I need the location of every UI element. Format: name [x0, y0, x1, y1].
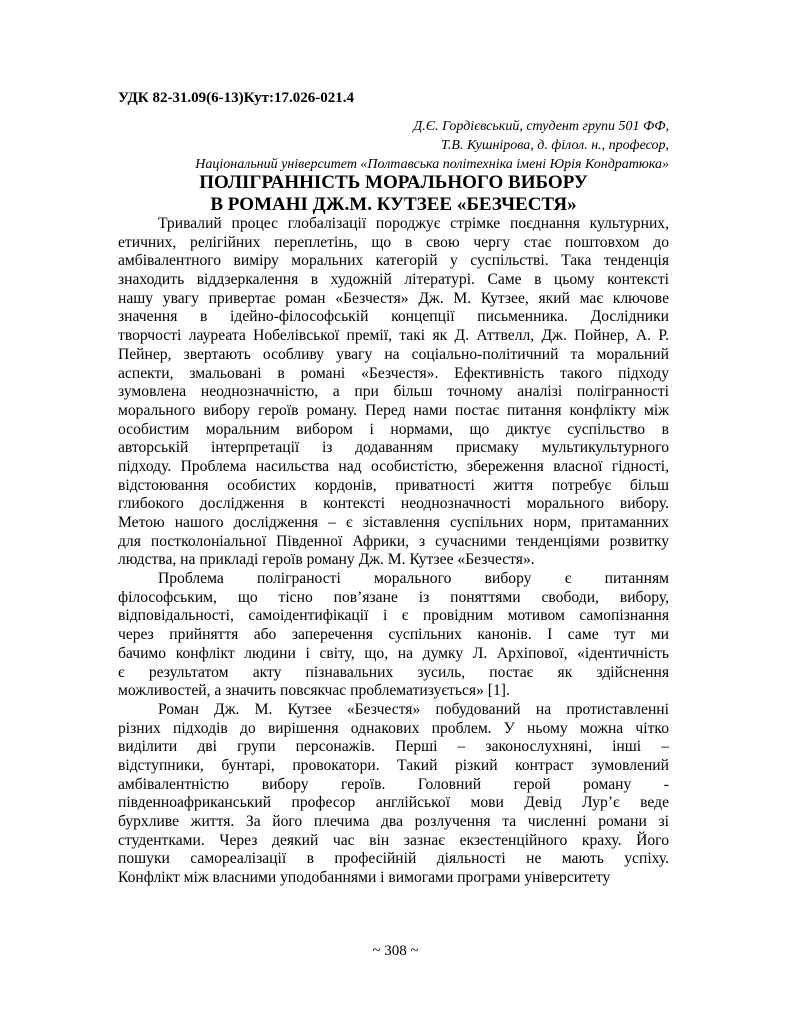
paragraph-line: значення в ідейно-філософській концепції письменника. Дослідники: [118, 308, 669, 326]
paragraph-line: Проблема поліграності морального вибору є питанням: [158, 570, 669, 588]
paragraph-line: є результатом акту пізнавальних зусиль, постає як здійснення: [118, 663, 669, 681]
paragraph-line: для постколоніальної Південної Африки, з сучасними тенденціями розвитку: [118, 532, 669, 550]
author-block: [195, 117, 669, 174]
paragraph-line: Роман Дж. М. Кутзее «Безчестя» побудований на протиставленні: [158, 700, 669, 718]
author-line-1: Д.Є. Гордієвський, студент групи 501 ФФ,: [413, 119, 669, 134]
paragraph-line: відстоювання особистих кордонів, приватності життя потребує більш: [118, 476, 669, 494]
paragraph-line: нашу увагу привертає роман «Безчестя» Дж. М. Кутзее, який має ключове: [118, 289, 669, 307]
paragraph-line: етичних, релігійних переплетінь, що в свою чергу стає поштовхом до: [118, 233, 669, 251]
paragraph-line: людства, на прикладі героїв роману Дж. М. Кутзее «Безчестя».: [118, 551, 535, 569]
paragraph-line: Метою нашого дослідження – є зіставлення суспільних норм, притаманних: [118, 514, 669, 531]
paragraph-line: амбівалентного виміру моральних категорій у суспільстві. Така тенденція: [118, 252, 669, 270]
article-title-line-1: ПОЛІГРАННІСТЬ МОРАЛЬНОГО ВИБОРУ: [199, 172, 588, 193]
paragraph-line: студентками. Через деякий час він зазнає екзестенційного краху. Його: [118, 831, 669, 849]
paragraph-line: морального вибору героїв роману. Перед нами постає питання конфлікту між: [118, 401, 669, 419]
paragraph-line: амбівалентністю вибору героїв. Головний герой роману -: [118, 775, 669, 793]
paragraph-line: різних підходів до вирішення однакових проблем. У ньому можна чітко: [118, 719, 669, 737]
paragraph-line: можливостей, а значить повсякчас проблематизується» [1].: [118, 682, 510, 700]
paragraph-line: зумовлена неоднозначністю, а при більш точному аналізі полігранності: [118, 383, 669, 401]
paragraph-line: бачимо конфлікт людини і світу, що, на думку Л. Архіпової, «ідентичність: [118, 644, 669, 662]
paragraph: [118, 570, 669, 701]
paragraph-line: Пейнер, звертають особливу увагу на соціально-політичний та моральний: [118, 345, 669, 363]
page-number: ~ 308 ~: [372, 943, 419, 959]
paragraph-line: виділити дві групи персонажів. Перші – законослухняні, інші –: [118, 738, 669, 756]
paragraph-line: особистим моральним вибором і нормами, що диктує суспільство в: [118, 420, 669, 438]
paragraph-line: авторській інтерпретації із додаванням присмаку мультикультурного: [118, 439, 669, 457]
article-body: [118, 215, 669, 888]
article-title-line-2: В РОМАНІ ДЖ.М. КУТЗЕЕ «БЕЗЧЕСТЯ»: [210, 194, 577, 215]
paragraph-line: через прийняття або заперечення суспільних канонів. І саме тут ми: [118, 626, 669, 644]
paragraph-line: Тривалий процес глобалізації породжує стрімке поєднання культурних,: [158, 215, 669, 232]
paragraph-line: глибокого дослідження в контексті неоднозначності морального вибору.: [118, 495, 669, 513]
paragraph-line: бурхливе життя. За його плечима два розлучення та численні романи зі: [118, 813, 669, 830]
paragraph-line: відповідальності, самоідентифікації і є провідним мотивом самопізнання: [118, 607, 669, 625]
paragraph-line: творчості лауреата Нобелівської премії, такі як Д. Аттвелл, Дж. Пойнер, А. Р.: [118, 327, 669, 345]
udk-code: УДК 82-31.09(6-13)Кут:17.026-021.4: [118, 90, 355, 106]
author-affiliation: Національний університет «Полтавська політехніка імені Юрія Кондратюка»: [195, 157, 669, 172]
paragraph-line: знаходить віддзеркалення в художній літературі. Саме в цьому контексті: [118, 271, 669, 289]
paragraph-line: відступники, бунтарі, провокатори. Такий різкий контраст зумовлений: [118, 756, 669, 774]
paragraph-line: південноафриканський професор англійської мови Девід Лур’є веде: [118, 794, 669, 812]
paragraph-line: Конфлікт між власними уподобаннями і вимогами програми університету: [118, 869, 611, 887]
paragraph-line: пошуки самореалізації в професійній діяльності не мають успіху.: [118, 850, 669, 868]
paragraph-line: підходу. Проблема насильства над особистістю, збереження власної гідності,: [118, 457, 669, 475]
paragraph-line: філософським, що тісно пов’язане із поняттями свободи, вибору,: [118, 588, 669, 606]
paragraph: [118, 215, 669, 570]
paragraph-line: аспекти, змальовані в романі «Безчестя». Ефективність такого підходу: [118, 364, 669, 382]
author-line-2: Т.В. Кушнірова, д. філол. н., професор,: [441, 138, 669, 153]
article-title: [118, 172, 669, 216]
paragraph: [118, 701, 669, 888]
